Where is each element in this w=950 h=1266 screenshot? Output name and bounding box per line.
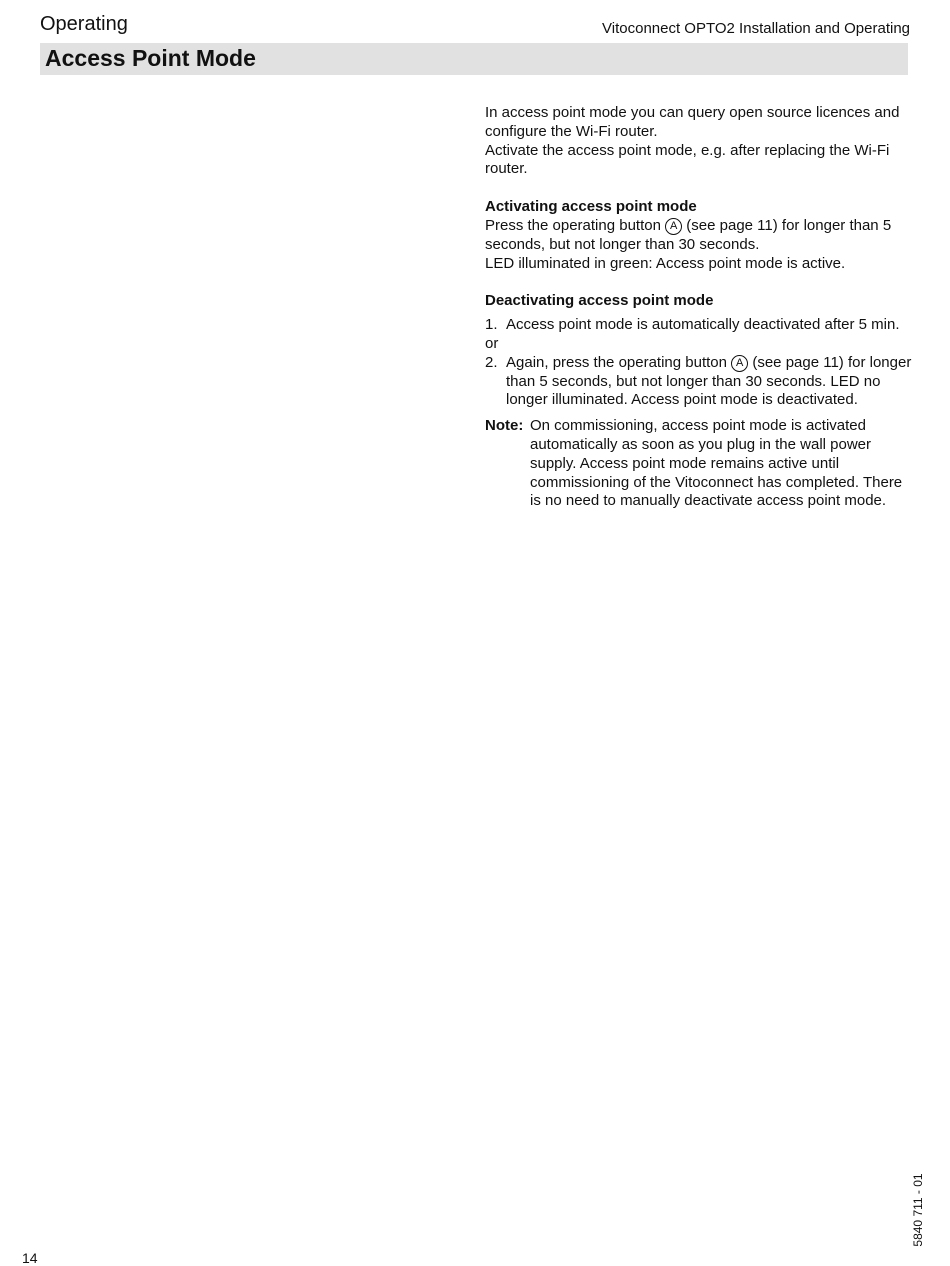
activating-instruction [485,217,915,255]
note-label: Note: [485,417,524,435]
or-separator: or [485,334,499,352]
page-number: 14 [22,1250,38,1266]
list-item [485,316,915,335]
activating-text-before: Press the operating button [485,216,661,234]
list-item-text-after: (see page 11) for longer than 5 seconds, but not longer than 30 seconds. LED no longer illuminated. Access point mode is deactivated. [506,353,912,409]
page-title-bar [40,43,908,75]
intro-paragraph-1: In access point mode you can query open source licences and configure the Wi-Fi router. [485,104,900,140]
button-a-reference-icon: A [665,218,682,235]
deactivating-heading: Deactivating access point mode [485,292,714,310]
note-block [485,417,915,511]
main-content [485,104,915,511]
activating-text-after: (see page 11) for longer than 5 seconds, but not longer than 30 seconds. [485,216,892,253]
button-a-reference-icon: A [731,355,748,372]
page-title: Access Point Mode [45,45,256,71]
section-label: Operating [40,13,128,35]
list-item [485,354,915,410]
document-code: 5840 711 - 01 [911,1173,925,1247]
list-item-number: 2. [485,353,498,371]
list-item-text-before: Again, press the operating button [506,353,727,371]
list-item-text: Access point mode is automatically deactivated after 5 min. [506,316,900,334]
activating-heading: Activating access point mode [485,198,697,216]
list-item-number: 1. [485,316,498,334]
intro-paragraph-2: Activate the access point mode, e.g. after replacing the Wi-Fi router. [485,141,890,178]
activating-led-status: LED illuminated in green: Access point mode is active. [485,254,846,272]
note-text: On commissioning, access point mode is activated automatically as soon as you plug in the wall power supply. Access point mode remains active until commissioning of the Vitoconnect has completed. There is no need to manually deactivate access point mode. [530,417,903,510]
document-title: Vitoconnect OPTO2 Installation and Operating [602,20,910,37]
